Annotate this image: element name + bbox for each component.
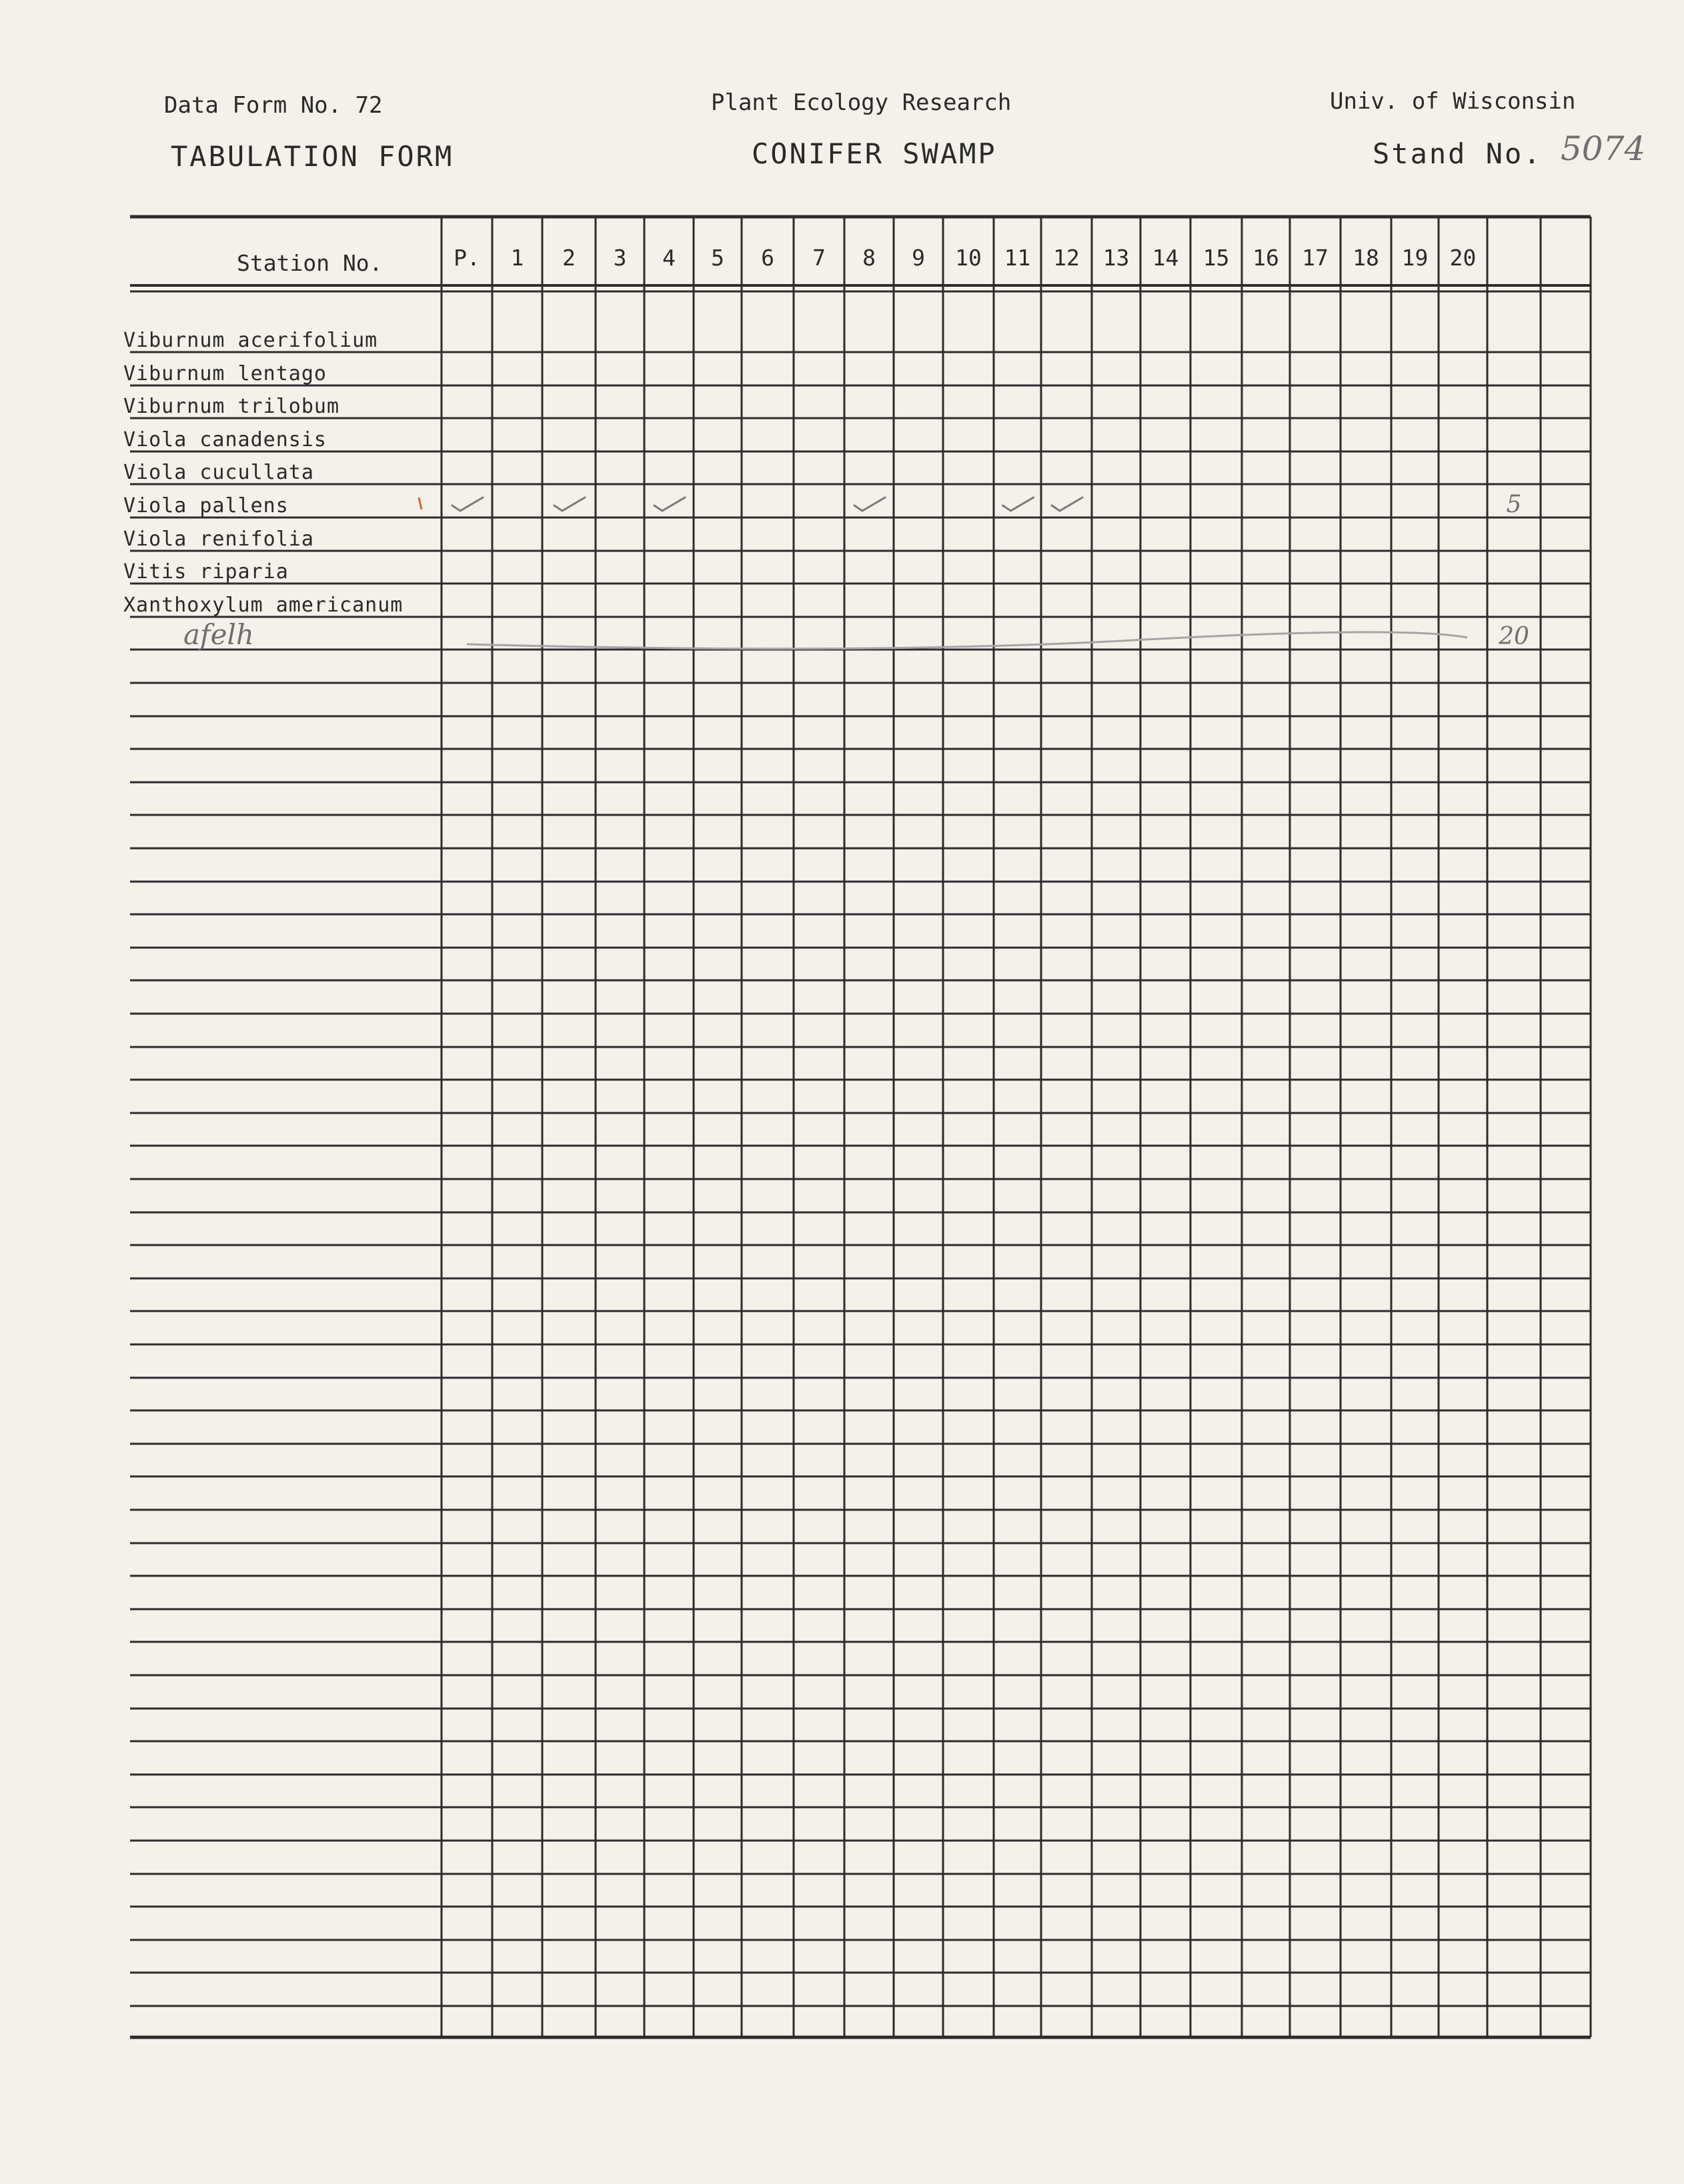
check-mark [654,497,685,511]
column-header: 6 [761,245,774,271]
column-header: 2 [562,245,576,271]
column-header: 17 [1302,245,1329,271]
species-name: Viburnum acerifolium [123,329,378,352]
check-mark [452,497,483,511]
column-header: 20 [1449,245,1477,271]
column-header: 1 [510,245,524,271]
form-title: TABULATION FORM [171,140,454,173]
species-name: Viola pallens [123,494,289,517]
column-header: 18 [1353,245,1379,271]
stand-label: Stand No. [1373,137,1543,170]
species-name: Viburnum lentago [123,362,327,385]
column-header: 15 [1202,245,1230,271]
species-name: Viola cucullata [123,461,314,484]
handwritten-note: afelh [183,618,254,651]
check-mark [1052,497,1082,511]
column-header: 7 [812,245,826,271]
column-header: 14 [1152,245,1179,271]
column-header: 13 [1102,245,1130,271]
margin-mark [419,497,422,509]
column-header: P. [454,245,480,271]
species-name: Xanthoxylum americanum [123,594,403,617]
species-name: Viola renifolia [123,527,314,551]
column-header: 9 [912,245,925,271]
species-name: Vitis riparia [123,560,289,584]
institution: Univ. of Wisconsin [1330,88,1576,115]
column-header: 10 [955,245,982,271]
column-header: 12 [1053,245,1080,271]
column-header: 3 [613,245,627,271]
check-mark [854,497,885,511]
column-header: 11 [1004,245,1031,271]
column-header: 16 [1252,245,1279,271]
check-mark [1003,497,1034,511]
species-name: Viola canadensis [123,428,327,451]
column-header: 4 [662,245,676,271]
check-mark [554,497,585,511]
pencil-strike-line [467,632,1467,649]
organization: Plant Ecology Research [711,89,1012,116]
form-number: Data Form No. 72 [164,92,383,119]
column-header: 5 [711,245,724,271]
row-total: 20 [1499,623,1529,650]
column-header: 8 [862,245,876,271]
station-label: Station No. [237,250,383,276]
species-name: Viburnum trilobum [123,395,340,418]
row-total: 5 [1506,491,1522,518]
stand-number-handwritten: 5074 [1561,129,1646,168]
form-subtitle: CONIFER SWAMP [752,137,997,170]
column-header: 19 [1401,245,1429,271]
